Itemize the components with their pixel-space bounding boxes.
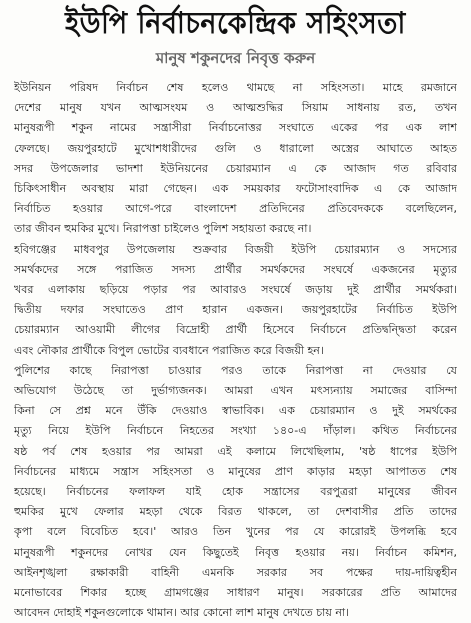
body-line: হুমকির মুখে ফেলার মহড়া থেকে বিরত থাকলে, তা দেশবাসীর প্রতি তাদের (14, 505, 457, 519)
body-line: মৃত্যু নিয়ে ইউপি নির্বাচনে নিহতের সংখ্যা ১৪০-এ দাঁড়াল। কথিত নির্বাচনের (14, 424, 457, 438)
body-line: তার জীবন হুমকির মুখে। নিরাপত্তা চাইলেও পুলিশ সহায়তা করছে না। (14, 222, 312, 236)
body-line: পুলিশের কাছে নিরাপত্তা চাওয়ার পরও তাকে নিরাপত্তা না দেওয়ার যে (14, 363, 457, 377)
body-line: কৃপা বলে বিবেচিত হবে।' আরও তিন খুনের পর যে কারোরই উপলব্ধি হবে (14, 525, 457, 539)
body-line: আবেদন দোহাই শকুনগুলোকে থামান। আর কোনো লাশ মানুষ দেখতে চায় না। (14, 606, 350, 620)
body-line: ষষ্ঠ পর্ব শেষ হওয়ার পর আমরা এই কলামে লিখেছিলাম, 'ষষ্ঠ ধাপের ইউপি (14, 444, 457, 458)
body-line: মনোভাবের শিকার হচ্ছে গ্রামগঞ্জের সাধারণ মানুষ। সরকারের প্রতি আমাদের (14, 586, 457, 600)
body-line: কিনা সে প্রশ্ন মনে উঁকি দেওয়াও স্বাভাবিক। এক চেয়ারম্যান ও দুই সমর্থকের (14, 404, 457, 418)
body-line: খবর এলাকায় ছড়িয়ে পড়ার পর আবারও সংঘর্ষে জড়ায় দুই প্রার্থীর সমর্থকরা। (14, 283, 457, 297)
article-body (14, 78, 457, 623)
body-line: দ্বিতীয় দফার সংঘাতেও প্রাণ হারান একজন। জয়পুরহাটের নির্বাচিত ইউপি (14, 303, 457, 317)
body-line: আইনশৃঙ্খলা রক্ষাকারী বাহিনী এমনকি সরকার সব পক্ষের দায়-দায়িত্বহীন (14, 565, 457, 579)
body-line: অভিযোগ উঠেছে তা দুর্ভাগ্যজনক। আমরা এখন মৎস্যন্যায় সমাজের বাসিন্দা (14, 384, 457, 398)
body-line: মানুষরূপী শকুন নামের সন্ত্রাসীরা নির্বাচনোত্তর সংঘাতে একের পর এক লাশ (14, 121, 457, 135)
body-line: দেশের মানুষ যখন আত্মসংযম ও আত্মশুদ্ধির সিয়াম সাধনায় রত, তখন (14, 101, 457, 115)
body-line: ইউনিয়ন পরিষদ নির্বাচন শেষ হলেও থামছে না সহিংসতা। মাহে রমজানে (14, 81, 457, 94)
headline: ইউপি নির্বাচনকেন্দ্রিক সহিংসতা (65, 6, 406, 41)
body-line: ফেলছে। জয়পুরহাটে মুখোশধারীদের গুলি ও ধারালো অস্ত্রের আঘাতে আহত (14, 141, 457, 155)
body-line: এবং নৌকার প্রার্থীকে বিপুল ভোটের ব্যবধানে পরাজিত করে বিজয়ী হন। (14, 343, 324, 357)
body-line: নির্বাচিত হওয়ার আগে-পরে বাংলাদেশ প্রতিদিনের প্রতিবেদককে বলেছিলেন, (14, 202, 457, 216)
body-line: সমর্থকদের সঙ্গে পরাজিত সদস্য প্রার্থীর সমর্থকদের সংঘর্ষে একজনের মৃত্যুর (14, 262, 457, 276)
subheadline: মানুষ শকুনদের নিবৃত্ত করুন (155, 49, 316, 67)
body-line: চিকিৎসাধীন অবস্থায় মারা গেছেন। এক সময়কার ফটোসাংবাদিক এ কে আজাদ (14, 182, 457, 196)
body-line: হবিগঞ্জের মাধবপুর উপজেলায় শুক্রবার বিজয়ী ইউপি চেয়ারম্যান ও সদস্যের (14, 242, 457, 256)
body-line: চেয়ারম্যান আওয়ামী লীগের বিদ্রোহী প্রার্থী হিসেবে নির্বাচনে প্রতিদ্বন্দ্বিতা করেন (14, 323, 457, 337)
body-line: নির্বাচনের মাধ্যমে সন্ত্রাস সহিংসতা ও মানুষের প্রাণ কাড়ার মহড়া আপাতত শেষ (14, 464, 457, 478)
body-line: সদর উপজেলার ভাদশা ইউনিয়নের চেয়ারম্যান এ কে আজাদ গত রবিবার (14, 161, 457, 175)
body-line: মানুষরূপী শকুনদের নোখর যেন কিছুতেই নিবৃত্ত হওয়ার নয়। নির্বাচন কমিশন, (14, 545, 457, 559)
body-line: হয়েছে। নির্বাচনের ফলাফল যাই হোক সন্ত্রাসের বরপুত্ররা মানুষের জীবন (14, 485, 457, 499)
